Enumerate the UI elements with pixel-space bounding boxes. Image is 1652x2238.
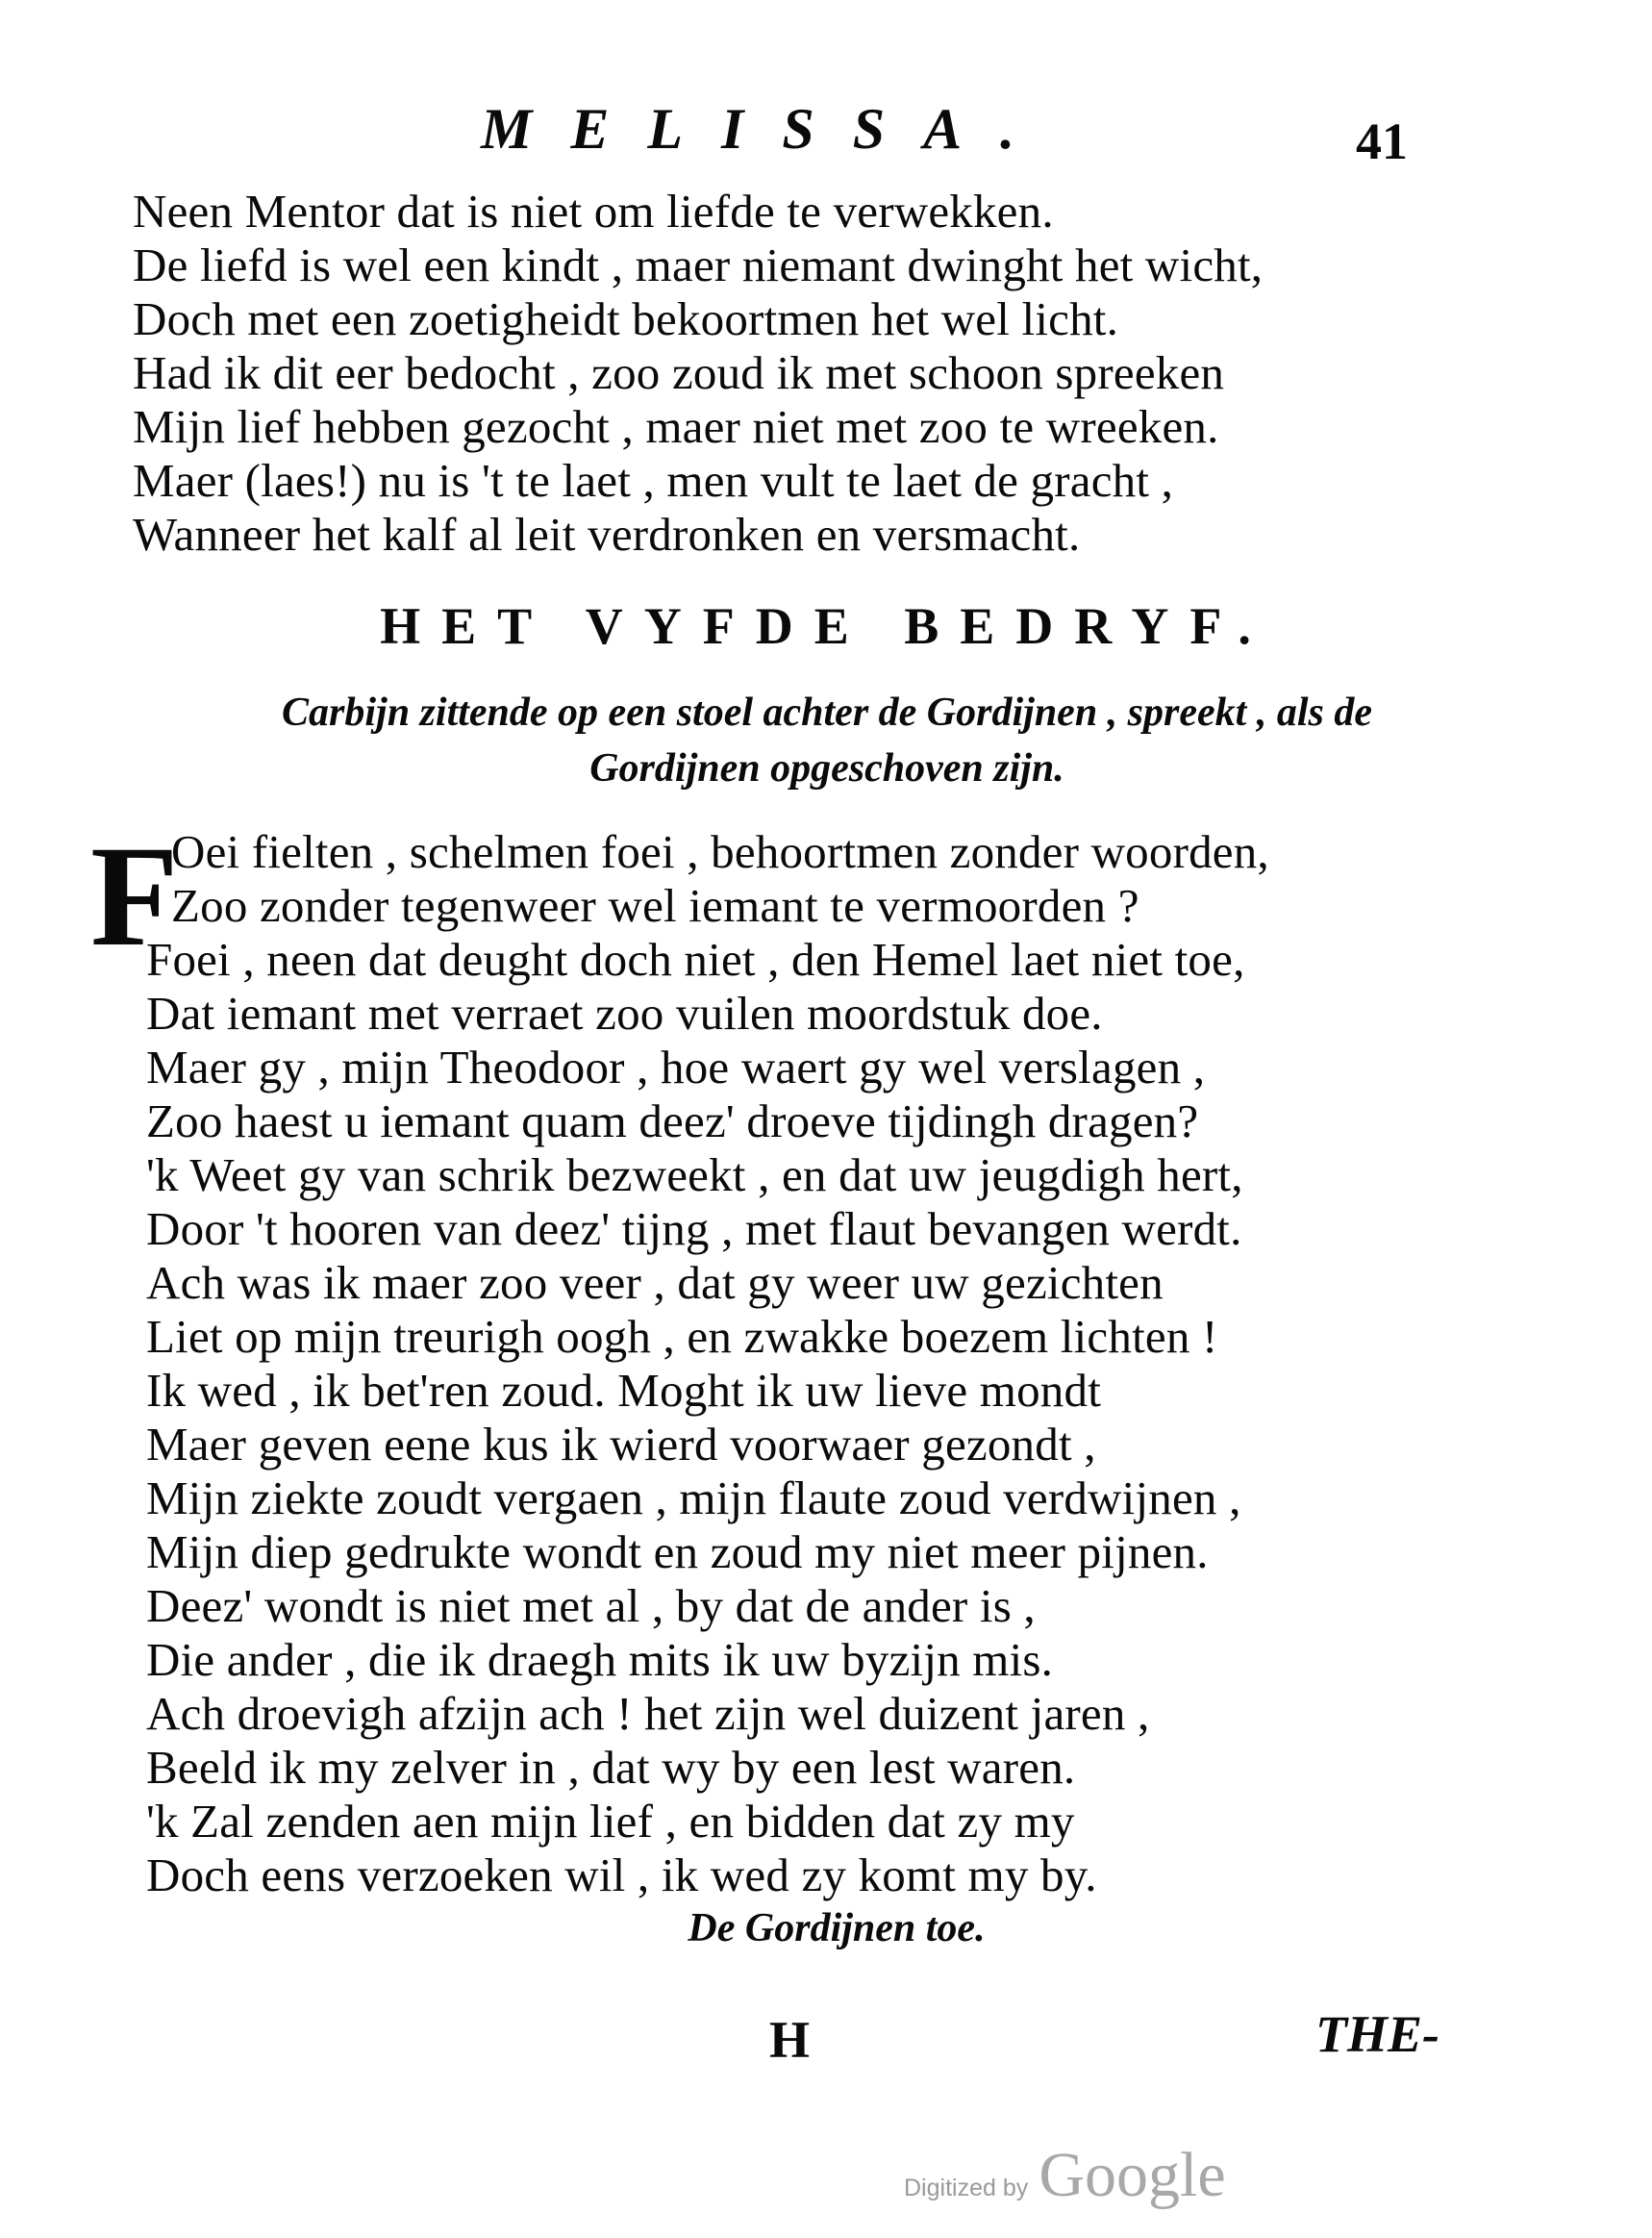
- verse-line: Neen Mentor dat is niet om liefde te verwekken.: [133, 185, 1054, 238]
- verse-line: Foei , neen dat deught doch niet , den Hemel laet niet toe,: [146, 933, 1245, 986]
- stage-direction-line: Gordijnen opgeschoven zijn.: [589, 746, 1064, 791]
- verse-line: Zoo haest u iemant quam deez' droeve tijdingh dragen?: [146, 1094, 1199, 1147]
- verse-line: Doch eens verzoeken wil , ik wed zy komt my by.: [146, 1848, 1097, 1901]
- verse-line: Beeld ik my zelver in , dat wy by een lest waren.: [146, 1741, 1076, 1794]
- verse-line: Ach was ik maer zoo veer , dat gy weer uw gezichten: [146, 1256, 1164, 1309]
- verse-line: Mijn diep gedrukte wondt en zoud my niet meer pijnen.: [146, 1525, 1209, 1578]
- running-title: MELISSA.: [481, 97, 1054, 161]
- verse-line: Doch met een zoetigheidt bekoortmen het wel licht.: [133, 292, 1119, 345]
- verse-line: 'k Weet gy van schrik bezweekt , en dat uw jeugdigh hert,: [146, 1148, 1243, 1201]
- verse-line: Dat iemant met verraet zoo vuilen moordstuk doe.: [146, 987, 1103, 1040]
- verse-block-main: [146, 933, 1492, 1902]
- verse-line: Maer (laes!) nu is 't te laet , men vult te laet de gracht ,: [133, 454, 1174, 507]
- verse-line: Mijn ziekte zoudt vergaen , mijn flaute zoud verdwijnen ,: [146, 1471, 1241, 1524]
- verse-line: Deez' wondt is niet met al , by dat de ander is ,: [146, 1579, 1036, 1632]
- verse-block-main-first: [171, 825, 1517, 933]
- verse-line: Die ander , die ik draegh mits ik uw byzijn mis.: [146, 1633, 1054, 1686]
- watermark-prefix: Digitized by: [904, 2175, 1029, 2201]
- verse-line: Maer geven eene kus ik wierd voorwaer gezondt ,: [146, 1418, 1096, 1471]
- verse-line: Ik wed , ik bet'ren zoud. Moght ik uw lieve mondt: [146, 1364, 1102, 1417]
- catchword: THE-: [1315, 2005, 1439, 2063]
- verse-line: Wanneer het kalf al leit verdronken en versmacht.: [133, 508, 1081, 561]
- stage-direction-close: De Gordijnen toe.: [688, 1906, 986, 1950]
- google-logo: Google: [1039, 2140, 1226, 2210]
- digitization-watermark: [904, 2139, 1226, 2212]
- verse-line: Zoo zonder tegenweer wel iemant te vermoorden ?: [171, 879, 1139, 932]
- drop-cap: F: [90, 817, 179, 976]
- verse-line: Door 't hooren van deez' tijng , met flaut bevangen werdt.: [146, 1202, 1242, 1255]
- verse-line: De liefd is wel een kindt , maer niemant dwinght het wicht,: [133, 239, 1264, 291]
- verse-line: 'k Zal zenden aen mijn lief , en bidden dat zy my: [146, 1795, 1075, 1848]
- verse-line: Oei fielten , schelmen foei , behoortmen zonder woorden,: [171, 825, 1269, 878]
- page-number: 41: [1356, 113, 1408, 170]
- verse-line: Mijn lief hebben gezocht , maer niet met zoo te wreeken.: [133, 400, 1219, 453]
- verse-line: Liet op mijn treurigh oogh , en zwakke boezem lichten !: [146, 1310, 1218, 1363]
- verse-line: Ach droevigh afzijn ach ! het zijn wel duizent jaren ,: [146, 1687, 1150, 1740]
- verse-line: Maer gy , mijn Theodoor , hoe waert gy wel verslagen ,: [146, 1041, 1206, 1094]
- verse-block-top: [133, 185, 1479, 562]
- verse-line: Had ik dit eer bedocht , zoo zoud ik met schoon spreeken: [133, 346, 1225, 399]
- act-heading: HET VYFDE BEDRYF.: [380, 597, 1272, 655]
- stage-direction-line: Carbijn zittende op een stoel achter de Gordijnen , spreekt , als de: [282, 691, 1372, 735]
- signature-mark: H: [769, 2011, 811, 2069]
- stage-direction-open: [154, 685, 1500, 796]
